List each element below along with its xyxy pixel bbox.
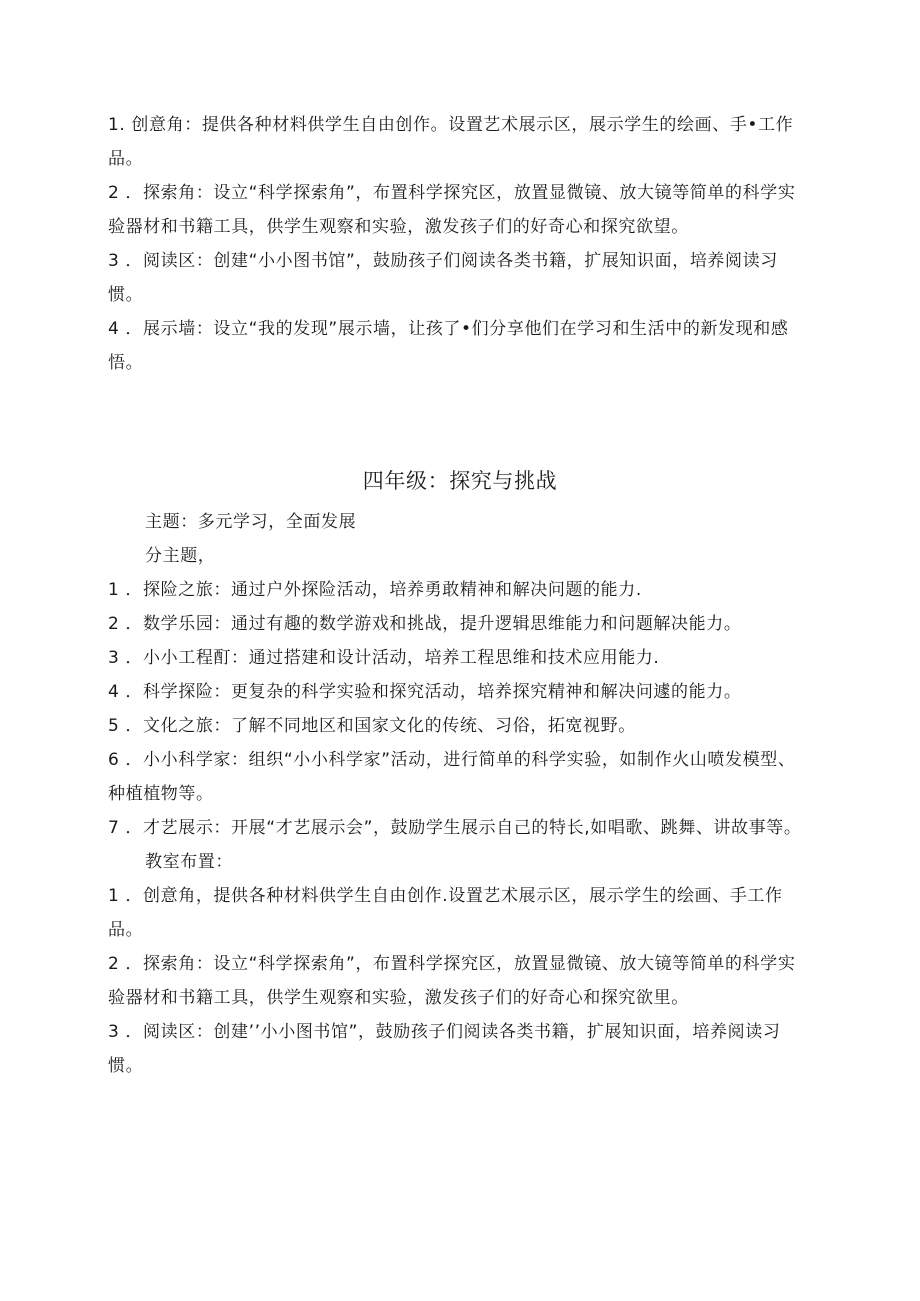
section-title: 四年级：探究与挑战 — [362, 469, 558, 493]
subtheme-item: 1 ．探险之旅：通过户外探险活动，培养勇敢精神和解决问题的能力. — [108, 580, 642, 600]
list-item: 3 ．阅读区：创建“小小图书馆”，鼓励孩子们阅读各类书籍，扩展知识面，培养阅读习惯。 — [108, 251, 778, 305]
subtheme-item: 4 ．科学探险：更复杂的科学实验和探究活动，培养探究精神和解决问遽的能力。 — [108, 682, 742, 702]
list-item: 4 ．展示墙：设立“我的发现”展示墙，让孩了•们分享他们在学习和生活中的新发现和感悟。 — [108, 319, 789, 373]
classroom-item: 3 ．阅读区：创建’’小小图书馆”，鼓励孩子们阅读各类书籍，扩展知识面，培养阅读习惯。 — [108, 1022, 781, 1076]
subtheme-item: 6 ．小小科学家：组织“小小科学家”活动，进行简单的科学实验，如制作火山喷发模型、种植植物等。 — [108, 750, 796, 804]
list-item: 2 ．探索角：设立“科学探索角”，布置科学探究区，放置显微镜、放大镜等简单的科学实验器材和书籍工具，供学生观察和实验，激发孩子们的好奇心和探究欲望。 — [108, 183, 796, 237]
subtheme-item: 3 ．小小工程酊：通过搭建和设计活动，培养工程思维和技术应用能力. — [108, 648, 660, 668]
list-item: 1. 创意角：提供各种材料供学生自由创作。设置艺术展示区，展示学生的绘画、手•工作品。 — [108, 115, 794, 169]
classroom-label: 教室布置： — [145, 852, 233, 872]
subtheme-label: 分主题， — [145, 546, 216, 566]
theme-line: 主题：多元学习，全面发展 — [145, 512, 357, 532]
classroom-item: 1 ．创意角，提供各种材料供学生自由创作.设置艺术展示区，展示学生的绘画、手工作品。 — [108, 886, 783, 940]
subtheme-item: 7 ．才艺展示：开展“才艺展示会”，鼓励学生展示自己的特长,如唱歌、跳舞、讲故事等。 — [108, 818, 802, 838]
classroom-item: 2 ．探索角：设立“科学探索角”，布置科学探究区，放置显微镜、放大镜等简单的科学实验器材和书籍工具，供学生观察和实验，激发孩子们的好奇心和探究欲里。 — [108, 954, 796, 1008]
section-2 — [0, 505, 920, 1083]
section-1 — [0, 108, 920, 380]
subtheme-item: 5 ．文化之旅：了解不同地区和国家文化的传统、习俗，拓宽视野。 — [108, 716, 636, 736]
subtheme-item: 2 ．数学乐园：通过有趣的数学游戏和挑战，提升逻辑思维能力和问题解决能力。 — [108, 614, 742, 634]
